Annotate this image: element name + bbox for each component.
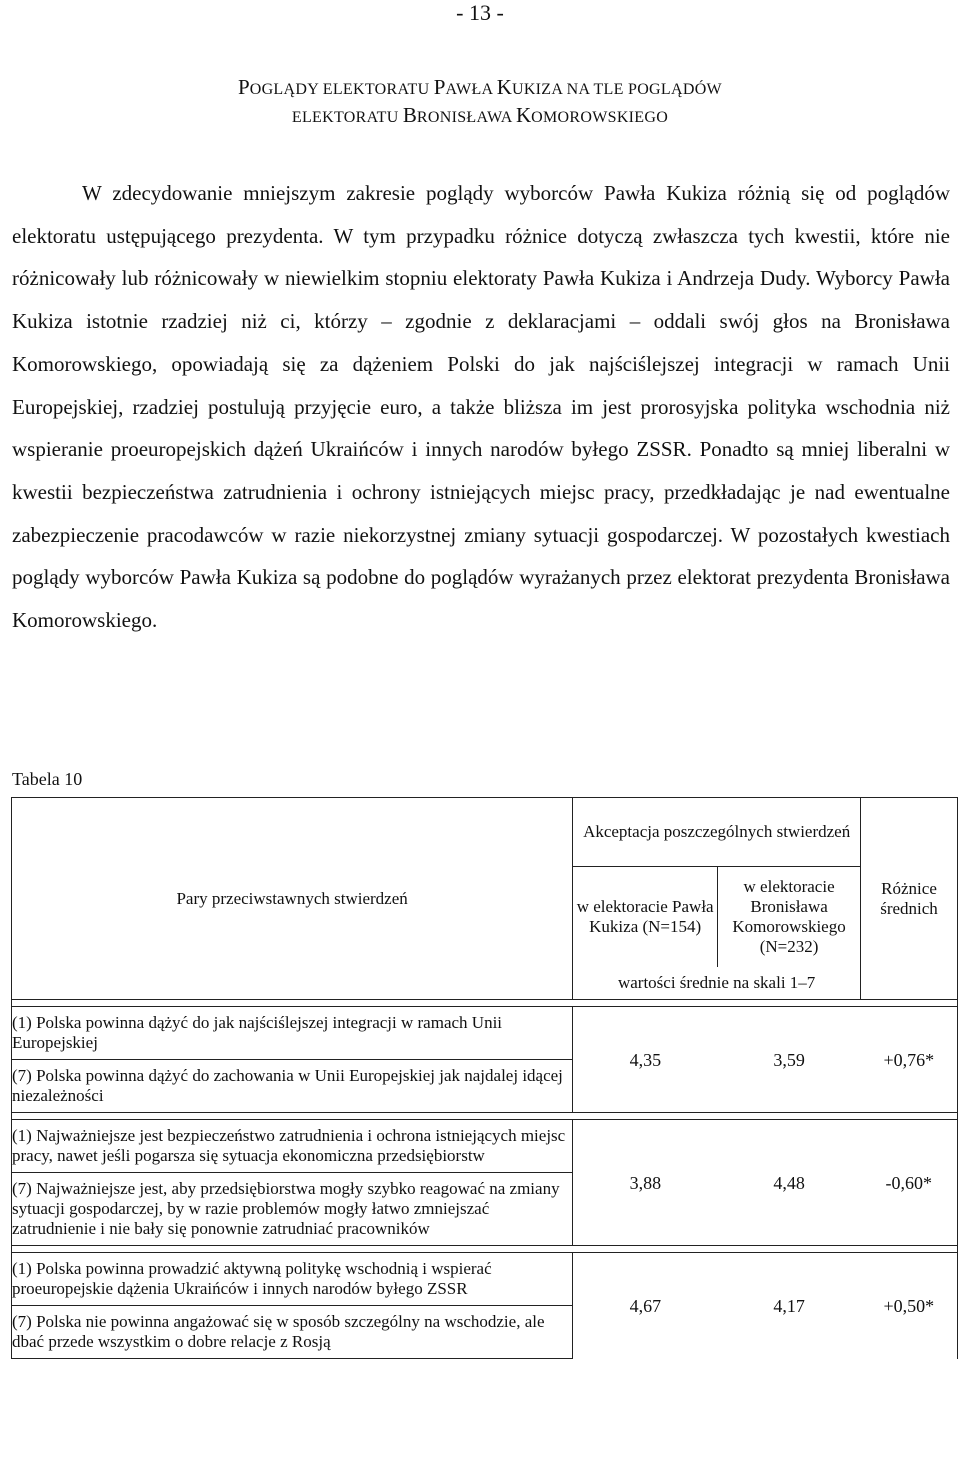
table-header-row [12,798,958,867]
heading-cap: B [402,103,417,127]
statement-1: (1) Najważniejsze jest bezpieczeństwo zatrudnienia i ochrona istniejących miejsc pracy, nawet jeśli pogarsza się sytuacja ekonomiczna przedsiębiorstw [12,1126,566,1165]
value-kukiza: 3,88 [629,1172,662,1193]
statement-1: (1) Polska powinna dążyć do jak najściślejszej integracji w ramach Unii Europejskiej [12,1013,503,1052]
table-row [12,1007,958,1113]
heading-cap: K [515,103,532,127]
table-gap [12,1000,958,1007]
heading-small: RONISŁAWA [416,109,516,126]
body-paragraph: W zdecydowanie mniejszym zakresie poglądy wyborców Pawła Kukiza różnią się od poglądów elektoratu ustępującego prezydenta. W tym przypadku różnice dotyczą zwłaszcza tych kwestii, które nie różnicowały lub różnicowały w niewielkim stopniu elektoraty Pawła Kukiza i Andrzeja Dudy. Wyborcy Pawła Kukiza istotnie rzadziej niż ci, którzy – zgodnie z deklaracjami – oddali swój głos na Bronisława Komorowskiego, opowiadają się za dążeniem Polski do jak najściślejszej integracji w ramach Unii Europejskiej, rzadziej postulują przyjęcie euro, a także bliższa im jest prorosyjska polityka wschodnia niż wspieranie proeuropejskich dążeń Ukraińców i innych narodów byłego ZSSR. Ponadto są mniej liberalni w kwestii bezpieczeństwa zatrudnienia i ochrony istniejących miejsc pracy, przedkładając je nad ewentualne zabezpieczenie pracodawców w razie niekorzystnej zmiany sytuacji gospodarczej. W pozostałych kwestiach poglądy wyborców Pawła Kukiza są podobne do poglądów wyrażanych przez elektorat prezydenta Bronisława Komorowskiego. [12,181,950,633]
value-kukiza: 4,35 [629,1049,662,1070]
header-komorowski-electorate: w elektoracie Bronisława Komorowskiego (N=232) [718,867,861,968]
heading-small: OGLĄDY ELEKTORATU [249,81,434,98]
comparison-table [11,797,958,1359]
table-row [12,1120,958,1246]
header-difference: Różnice średnich [861,798,958,1000]
header-pairs: Pary przeciwstawnych stwierdzeń [12,798,573,1000]
value-komorowskiego: 3,59 [773,1049,805,1070]
section-heading-line-2 [0,102,960,131]
value-difference: +0,50* [861,1253,958,1359]
heading-cap: P [238,75,250,99]
header-acceptance: Akceptacja poszczególnych stwierdzeń [573,798,861,867]
table-caption: Tabela 10 [12,769,83,789]
statement-pair [12,1120,573,1246]
statement-pair [12,1253,573,1359]
header-kukiza-electorate: w elektoracie Pawła Kukiza (N=154) [573,867,718,968]
heading-small: ELEKTORATU [291,109,403,126]
heading-small: UKIZA NA TLE POGLĄDÓW [511,81,722,98]
heading-cap: P [433,75,446,99]
heading-small: AWŁA [445,81,497,98]
table-gap [12,1113,958,1120]
section-heading-line-1 [0,74,960,103]
heading-small: OMOROWSKIEGO [531,109,669,126]
statement-7: (7) Najważniejsze jest, aby przedsiębiorstwa mogły szybko reagować na zmiany sytuacji gospodarczej, by w razie problemów mogły łatwo zmniejszać zatrudnienie i nie bały się ponownie zatrudniać pracowników [12,1172,572,1245]
value-kukiza: 4,67 [629,1295,662,1316]
statement-7: (7) Polska powinna dążyć do zachowania w Unii Europejskiej jak najdalej idącej niezależności [12,1059,572,1112]
statement-7: (7) Polska nie powinna angażować się w sposób szczególny na wschodzie, ale dbać przede wszystkim o dobre relacje z Rosją [12,1305,572,1358]
header-scale: wartości średnie na skali 1–7 [573,967,861,1000]
heading-cap: K [496,75,512,99]
page-number: - 13 - [456,0,504,25]
value-komorowskiego: 4,17 [773,1295,805,1316]
table-gap [12,1246,958,1253]
statement-pair [12,1007,573,1113]
value-difference: +0,76* [861,1007,958,1113]
value-difference: -0,60* [861,1120,958,1246]
statement-1: (1) Polska powinna prowadzić aktywną politykę wschodnią i wspierać proeuropejskie dążenia Ukraińców i innych narodów byłego ZSSR [12,1259,492,1298]
table-row [12,1253,958,1359]
value-komorowskiego: 4,48 [773,1172,805,1193]
